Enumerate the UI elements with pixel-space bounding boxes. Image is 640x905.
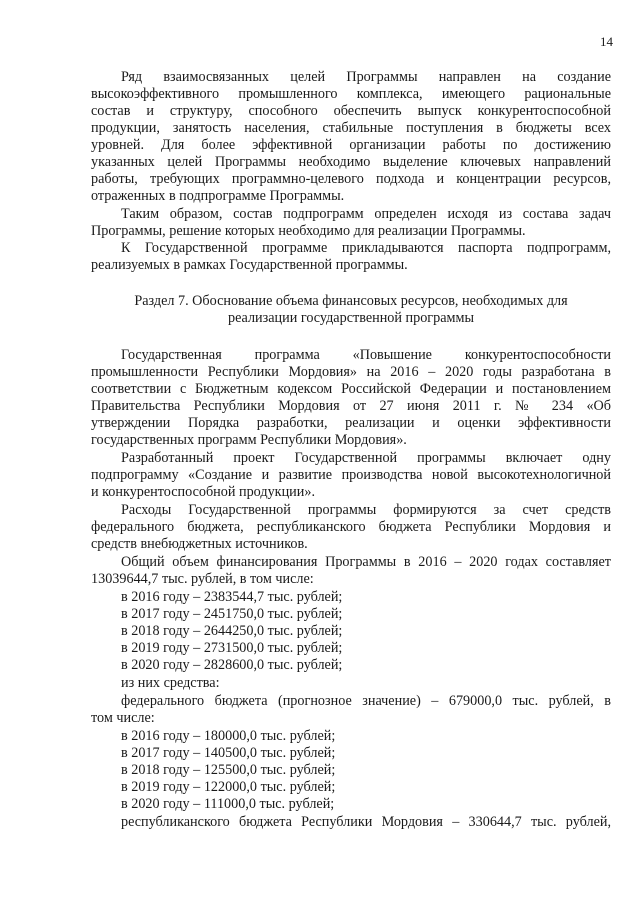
- of-which-label: из них средства:: [121, 675, 220, 691]
- federal-year-item: в 2020 году – 111000,0 тыс. рублей;: [121, 796, 335, 812]
- paragraph-passports-line: К Государственной программе прикладываются паспорта подпрограмм,: [121, 240, 611, 256]
- republic-budget-line: республиканского бюджета Республики Мордовия – 330644,7 тыс. рублей,: [121, 814, 611, 830]
- paragraph-total-line: Общий объем финансирования Программы в 2016 – 2020 годах составляет: [121, 554, 611, 570]
- federal-year-item: в 2018 году – 125500,0 тыс. рублей;: [121, 762, 336, 778]
- paragraph-goals-line: состав и структуру, способного обеспечить выпуск конкурентоспособной: [91, 103, 611, 119]
- paragraph-project-line: Разработанный проект Государственной программы включает одну: [121, 450, 611, 466]
- section-heading-line: Раздел 7. Обоснование объема финансовых ресурсов, необходимых для: [134, 293, 568, 309]
- total-year-item: в 2017 году – 2451750,0 тыс. рублей;: [121, 606, 343, 622]
- paragraph-composition-line: Программы, решение которых необходимо для реализации Программы.: [91, 223, 526, 239]
- page-number: 14: [600, 34, 613, 49]
- paragraph-goals-line: Ряд взаимосвязанных целей Программы направлен на создание: [121, 69, 611, 85]
- total-year-item: в 2018 году – 2644250,0 тыс. рублей;: [121, 623, 343, 639]
- paragraph-composition-line: Таким образом, состав подпрограмм определен исходя из состава задач: [121, 206, 611, 222]
- paragraph-program-line: соответствии с Бюджетным кодексом Российской Федерации и постановлением: [91, 381, 611, 397]
- paragraph-program-line: государственных программ Республики Мордовия».: [91, 432, 407, 448]
- federal-budget-line: том числе:: [91, 710, 155, 726]
- paragraph-program-line: утверждении Порядка разработки, реализации и оценки эффективности: [91, 415, 611, 431]
- paragraph-expenses-line: федерального бюджета, республиканского бюджета Республики Мордовия и: [91, 519, 611, 535]
- total-year-item: в 2020 году – 2828600,0 тыс. рублей;: [121, 657, 343, 673]
- paragraph-goals-line: отраженных в подпрограмме Программы.: [91, 188, 345, 204]
- paragraph-program-line: Государственная программа «Повышение конкурентоспособности: [121, 347, 611, 363]
- paragraph-passports-line: реализуемых в рамках Государственной программы.: [91, 257, 408, 273]
- federal-year-item: в 2017 году – 140500,0 тыс. рублей;: [121, 745, 336, 761]
- section-heading-line: реализации государственной программы: [227, 310, 475, 326]
- paragraph-project-line: подпрограмму «Создание и развитие производства новой высокотехнологичной: [91, 467, 611, 483]
- total-year-item: в 2019 году – 2731500,0 тыс. рублей;: [121, 640, 343, 656]
- paragraph-goals-line: указанных целей Программы необходимо выделение ключевых направлений: [91, 154, 611, 170]
- total-year-item: в 2016 году – 2383544,7 тыс. рублей;: [121, 589, 343, 605]
- federal-year-item: в 2016 году – 180000,0 тыс. рублей;: [121, 728, 336, 744]
- paragraph-program-line: промышленности Республики Мордовия» на 2016 – 2020 годы разработана в: [91, 364, 611, 380]
- paragraph-goals-line: высокоэффективного промышленного комплекса, имеющего рациональные: [91, 86, 611, 102]
- federal-budget-line: федерального бюджета (прогнозное значение) – 679000,0 тыс. рублей, в: [121, 693, 611, 709]
- paragraph-goals-line: работы, требующих программно-целевого подхода и концентрации ресурсов,: [91, 171, 611, 187]
- paragraph-expenses-line: средств внебюджетных источников.: [91, 536, 308, 552]
- paragraph-goals-line: уровней. Для более эффективной организации работы по достижению: [91, 137, 611, 153]
- federal-year-item: в 2019 году – 122000,0 тыс. рублей;: [121, 779, 336, 795]
- paragraph-total-line: 13039644,7 тыс. рублей, в том числе:: [91, 571, 314, 587]
- paragraph-project-line: и конкурентоспособной продукции».: [91, 484, 315, 500]
- paragraph-goals-line: продукции, занятость населения, стабильные поступления в бюджеты всех: [91, 120, 611, 136]
- paragraph-expenses-line: Расходы Государственной программы формируются за счет средств: [121, 502, 611, 518]
- paragraph-program-line: Правительства Республики Мордовия от 27 июня 2011 г. № 234 «Об: [91, 398, 611, 414]
